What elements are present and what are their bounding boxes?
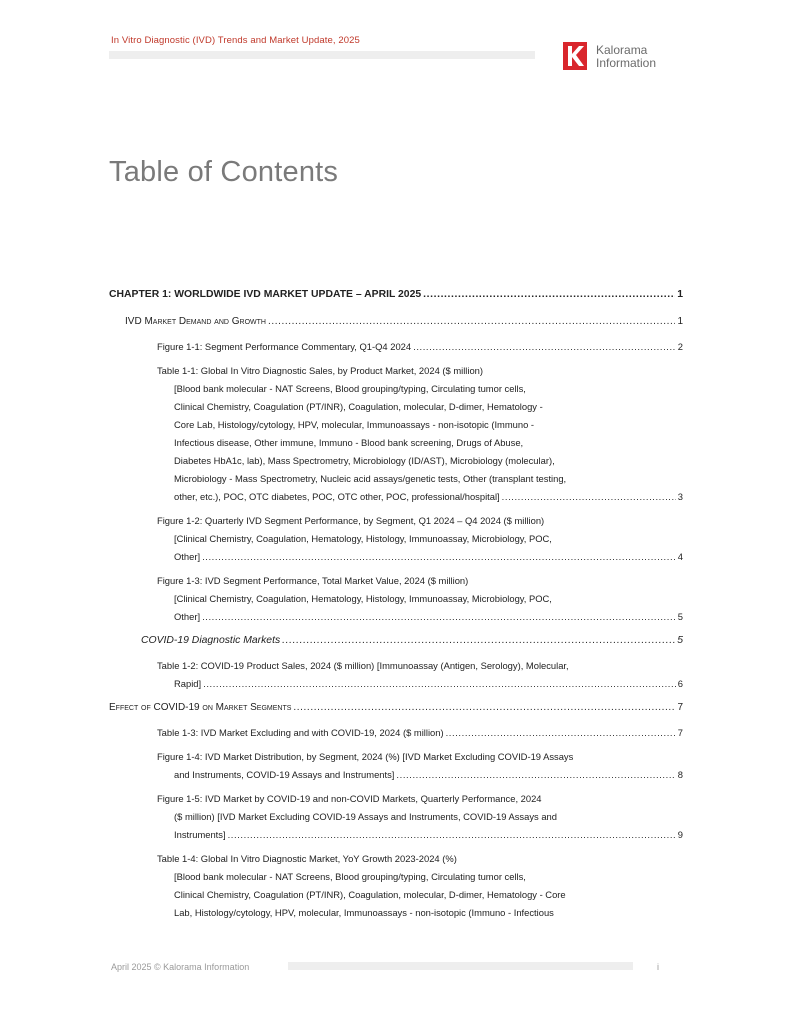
- kalorama-logo-icon: [563, 42, 587, 70]
- toc-entry-line: ($ million) [IVD Market Excluding COVID-19 Assays and Instruments, COVID-19 Assays and: [174, 811, 557, 822]
- page-title: Table of Contents: [109, 156, 339, 188]
- toc-entry-text: other, etc.), POC, OTC diabetes, POC, OTC other, POC, professional/hospital]: [174, 491, 500, 502]
- toc-page-number: 6: [677, 678, 683, 689]
- leader-dots: [396, 766, 675, 784]
- toc-figure-1-2[interactable]: [109, 512, 683, 566]
- logo-wordmark: [596, 44, 656, 70]
- toc-entry-text: Other]: [174, 611, 201, 622]
- toc-entry-line: Lab, Histology/cytology, HPV, molecular, Immunoassays - non-isotopic (Immuno - Infectious: [174, 907, 554, 918]
- leader-dots: [268, 313, 675, 331]
- leader-dots: [413, 338, 676, 356]
- toc-entry-text: CHAPTER 1: WORLDWIDE IVD MARKET UPDATE – APRIL 2025: [109, 289, 422, 300]
- toc-figure-1-5[interactable]: [109, 790, 683, 844]
- toc-page-number: 5: [677, 635, 683, 646]
- footer-page-number: i: [657, 962, 659, 972]
- leader-dots: [202, 608, 676, 626]
- toc-page-number: 2: [677, 341, 683, 352]
- leader-dots: [423, 286, 675, 304]
- toc-entry-text: COVID-19 Diagnostic Markets: [141, 635, 281, 646]
- toc-entry-text: Other]: [174, 551, 201, 562]
- toc-entry-line: Clinical Chemistry, Coagulation (PT/INR), Coagulation, molecular, D-dimer, Hematology - Core: [174, 889, 566, 900]
- toc-section-effect-of-covid[interactable]: [93, 699, 683, 717]
- toc-page-number: 8: [677, 769, 683, 780]
- toc-entry-text: and Instruments, COVID-19 Assays and Instruments]: [174, 769, 395, 780]
- toc-page-number: 1: [677, 316, 683, 327]
- toc-entry-line: Clinical Chemistry, Coagulation (PT/INR), Coagulation, molecular, D-dimer, Hematology -: [174, 401, 543, 412]
- logo-line-1: Kalorama: [596, 43, 648, 57]
- toc-section-covid-diagnostic-markets[interactable]: [109, 632, 683, 650]
- leader-dots: [202, 548, 676, 566]
- leader-dots: [446, 724, 676, 742]
- toc-page-number: 1: [677, 289, 683, 300]
- toc-page-number: 5: [677, 611, 683, 622]
- toc-table-1-2[interactable]: [109, 657, 683, 693]
- toc-entry-text: Instruments]: [174, 829, 226, 840]
- header-rule-bar: [109, 51, 535, 59]
- toc-entry-line: [Blood bank molecular - NAT Screens, Blood grouping/typing, Circulating tumor cells,: [174, 871, 526, 882]
- toc-table-1-3[interactable]: [109, 724, 683, 742]
- toc-page-number: 4: [677, 551, 683, 562]
- leader-dots: [282, 632, 675, 650]
- toc-entry-line: Table 1-1: Global In Vitro Diagnostic Sales, by Product Market, 2024 ($ million): [157, 365, 484, 376]
- toc-section-ivd-market-demand[interactable]: [109, 313, 683, 331]
- toc-entry-line: [Blood bank molecular - NAT Screens, Blood grouping/typing, Circulating tumor cells,: [174, 383, 526, 394]
- toc-entry-line: Microbiology - Mass Spectrometry, Nucleic acid assays/genetic tests, Other (transplant testing,: [174, 473, 567, 484]
- toc-entry-text: Table 1-3: IVD Market Excluding and with COVID-19, 2024 ($ million): [157, 727, 444, 738]
- toc-entry-line: Core Lab, Histology/cytology, HPV, molecular, Immunoassays - non-isotopic (Immuno -: [174, 419, 535, 430]
- toc-page-number: 3: [677, 491, 683, 502]
- toc-figure-1-1[interactable]: [109, 338, 683, 356]
- toc-entry-line: Figure 1-3: IVD Segment Performance, Total Market Value, 2024 ($ million): [157, 575, 469, 586]
- toc-page-number: 7: [677, 702, 683, 713]
- leader-dots: [228, 826, 676, 844]
- footer-copyright: April 2025 © Kalorama Information: [111, 962, 250, 972]
- toc-table-1-4[interactable]: [109, 850, 683, 922]
- toc-entry-text: Figure 1-1: Segment Performance Commentary, Q1-Q4 2024: [157, 341, 412, 352]
- toc-entry-text: IVD Market Demand and Growth: [125, 316, 266, 327]
- leader-dots: [502, 488, 676, 506]
- toc-page-number: 9: [677, 829, 683, 840]
- toc-entry-line: [Clinical Chemistry, Coagulation, Hematology, Histology, Immunoassay, Microbiology, POC,: [174, 533, 552, 544]
- toc-entry-line: [Clinical Chemistry, Coagulation, Hematology, Histology, Immunoassay, Microbiology, POC,: [174, 593, 552, 604]
- toc-entry-text: Effect of COVID-19 on Market Segments: [109, 702, 292, 713]
- toc-entry-line: Infectious disease, Other immune, Immuno - Blood bank screening, Drugs of Abuse,: [174, 437, 524, 448]
- table-of-contents: [109, 286, 683, 928]
- toc-figure-1-3[interactable]: [109, 572, 683, 626]
- toc-entry-text: Rapid]: [174, 678, 202, 689]
- toc-entry-line: Figure 1-5: IVD Market by COVID-19 and non-COVID Markets, Quarterly Performance, 2024: [157, 793, 542, 804]
- toc-chapter-1[interactable]: [109, 286, 683, 304]
- toc-entry-line: Figure 1-4: IVD Market Distribution, by Segment, 2024 (%) [IVD Market Excluding COVID-19 Assays: [157, 751, 574, 762]
- toc-entry-line: Figure 1-2: Quarterly IVD Segment Performance, by Segment, Q1 2024 – Q4 2024 ($ million): [157, 515, 545, 526]
- toc-page-number: 7: [677, 727, 683, 738]
- leader-dots: [293, 699, 675, 717]
- toc-figure-1-4[interactable]: [109, 748, 683, 784]
- logo-line-2: Information: [596, 56, 657, 70]
- footer-rule-bar: [288, 962, 633, 970]
- toc-entry-line: Diabetes HbA1c, lab), Mass Spectrometry, Microbiology (ID/AST), Microbiology (molecular),: [174, 455, 555, 466]
- leader-dots: [203, 675, 676, 693]
- running-header-title: In Vitro Diagnostic (IVD) Trends and Market Update, 2025: [111, 35, 360, 46]
- toc-entry-line: Table 1-2: COVID-19 Product Sales, 2024 ($ million) [Immunoassay (Antigen, Serology), Molecular,: [157, 660, 569, 671]
- toc-table-1-1[interactable]: [109, 362, 683, 506]
- toc-entry-line: Table 1-4: Global In Vitro Diagnostic Market, YoY Growth 2023-2024 (%): [157, 853, 457, 864]
